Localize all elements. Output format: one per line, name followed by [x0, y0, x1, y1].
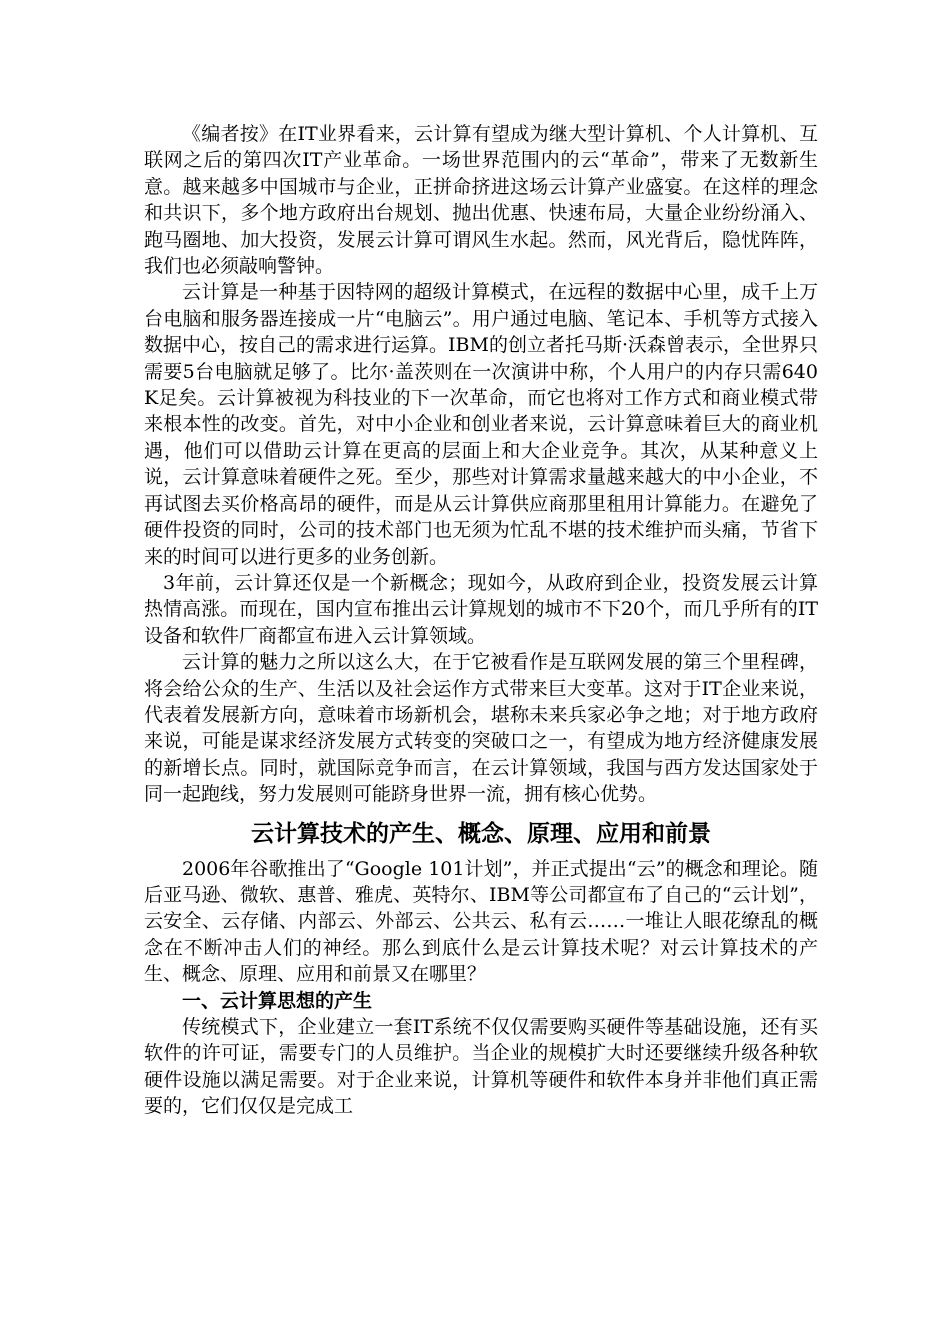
intro-paragraph: 云计算的魅力之所以这么大，在于它被看作是互联网发展的第三个里程碑，将会给公众的生产、生活以及社会运作方式带来巨大变革。这对于IT企业来说，代表着发展新方向，意味着市场新机会，堪称未来兵家必争之地；对于地方政府来说，可能是谋求经济发展方式转变的突破口之一，有望成为地方经济健康发展的新增长点。同时，就国际竞争而言，在云计算领域，我国与西方发达国家处于同一起跑线，努力发展则可能跻身世界一流，拥有核心优势。	[144, 651, 818, 806]
subsection-paragraph: 传统模式下，企业建立一套IT系统不仅仅需要购买硬件等基础设施，还有买软件的许可证，需要专门的人员维护。当企业的规模扩大时还要继续升级各种软硬件设施以满足需要。对于企业来说，计算机等硬件和软件本身并非他们真正需要的，它们仅仅是完成工	[144, 1016, 818, 1118]
intro-paragraph: 云计算是一种基于因特网的超级计算模式，在远程的数据中心里，成千上万台电脑和服务器连接成一片“电脑云”。用户通过电脑、笔记本、手机等方式接入数据中心，按自己的需求进行运算。IBM的创立者托马斯·沃森曾表示，全世界只需要5台电脑就足够了。比尔·盖茨则在一次演讲中称，个人用户的内存只需640K足矣。云计算被视为科技业的下一次革命，而它也将对工作方式和商业模式带来根本性的改变。首先，对中小企业和创业者来说，云计算意味着巨大的商业机遇，他们可以借助云计算在更高的层面上和大企业竞争。其次，从某种意义上说，云计算意味着硬件之死。至少，那些对计算需求量越来越大的中小企业，不再试图去买价格高昂的硬件，而是从云计算供应商那里租用计算能力。在避免了硬件投资的同时，公司的技术部门也无须为忙乱不堪的技术维护而头痛，节省下来的时间可以进行更多的业务创新。	[144, 281, 818, 568]
subsection-heading: 一、云计算思想的产生	[182, 989, 373, 1012]
intro-paragraph: 3年前，云计算还仅是一个新概念；现如今，从政府到企业，投资发展云计算热情高涨。而现在，国内宣布推出云计算规划的城市不下20个，而几乎所有的IT设备和软件厂商都宣布进入云计算领域。	[144, 571, 818, 647]
editor-note-paragraph: 《编者按》在IT业界看来，云计算有望成为继大型计算机、个人计算机、互联网之后的第四次IT产业革命。一场世界范围内的云“革命”，带来了无数新生意。越来越多中国城市与企业，正拼命挤进这场云计算产业盛宴。在这样的理念和共识下，多个地方政府出台规划、抛出优惠、快速布局，大量企业纷纷涌入、跑马圈地、加大投资，发展云计算可谓风生水起。然而，风光背后，隐忧阵阵，我们也必须敲响警钟。	[144, 123, 818, 278]
section-paragraph: 2006年谷歌推出了“Google 101计划”，并正式提出“云”的概念和理论。随后亚马逊、微软、惠普、雅虎、英特尔、IBM等公司都宣布了自己的“云计划”，云安全、云存储、内部云、外部云、公共云、私有云……一堆让人眼花缭乱的概念在不断冲击人们的神经。那么到底什么是云计算技术呢？对云计算技术的产生、概念、原理、应用和前景又在哪里？	[144, 857, 818, 986]
section-heading: 云计算技术的产生、概念、原理、应用和前景	[251, 819, 711, 847]
